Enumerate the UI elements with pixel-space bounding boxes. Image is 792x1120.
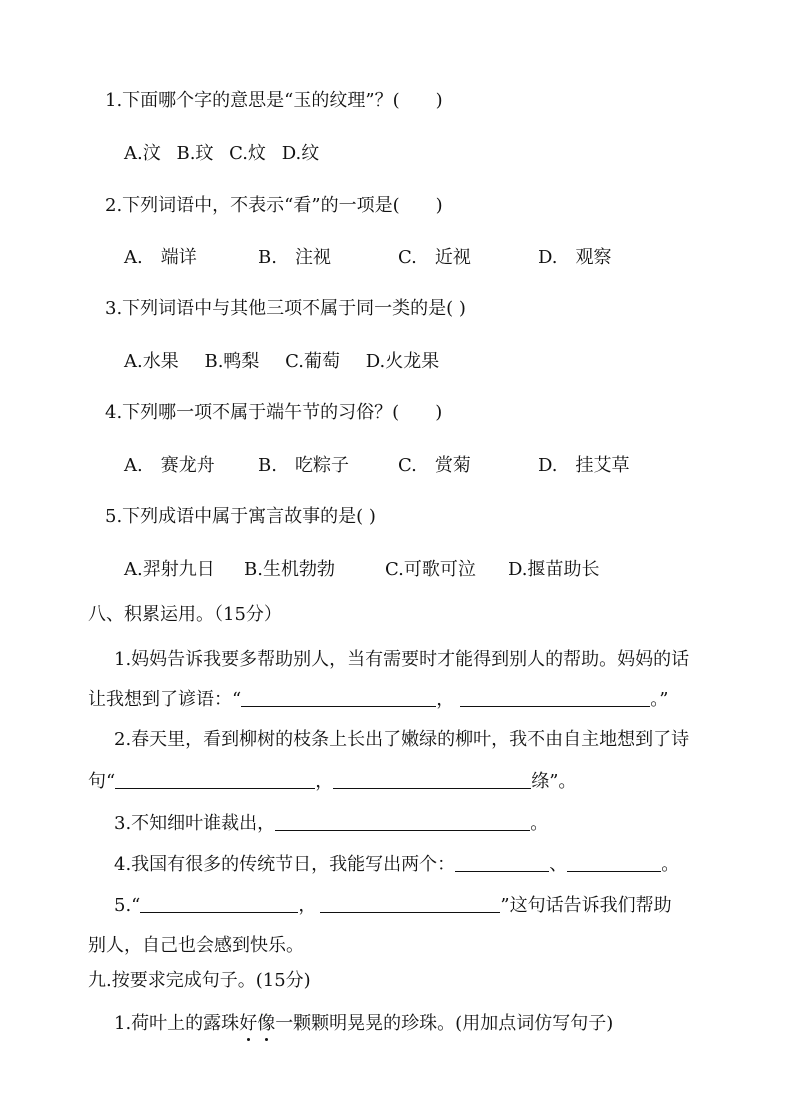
option-c: C.可歌可泣 xyxy=(385,559,476,580)
option-d: D. 挂艾草 xyxy=(538,455,630,476)
s8-q4-end: 。 xyxy=(661,854,680,875)
option-a: A.汶 xyxy=(124,143,161,164)
s9-q1-post: 一颗颗明晃晃的珍珠。(用加点词仿写句子) xyxy=(275,1013,614,1034)
question-5-options xyxy=(124,558,600,582)
question-2-options xyxy=(124,246,612,270)
option-b: B.生机勃勃 xyxy=(244,559,335,580)
festival-blank-2[interactable] xyxy=(567,853,661,872)
s8-q5-prefix: 5.“ xyxy=(114,895,141,916)
option-d: D.揠苗助长 xyxy=(508,559,600,580)
section-8-heading: 八、积累运用。（15分） xyxy=(88,604,282,625)
saying-blank-2[interactable] xyxy=(320,894,500,913)
s8-q2-line2 xyxy=(88,770,576,794)
s8-q2-end: 绦”。 xyxy=(531,771,577,792)
s8-q2-line1: 2.春天里，看到柳树的枝条上长出了嫩绿的柳叶，我不由自主地想到了诗 xyxy=(114,729,690,750)
section-9-heading: 九.按要求完成句子。(15分) xyxy=(88,970,311,991)
poem-blank-1[interactable] xyxy=(115,770,315,789)
question-4-options xyxy=(124,454,630,478)
s8-q1-comma: ， xyxy=(436,689,455,710)
s8-q1-prefix: 让我想到了谚语：“ xyxy=(88,689,242,710)
question-2-stem: 2.下列词语中，不表示“看”的一项是( ) xyxy=(105,195,443,216)
option-b: B. 注视 xyxy=(258,247,331,268)
question-3-stem: 3.下列词语中与其他三项不属于同一类的是( ) xyxy=(105,298,466,319)
festival-blank-1[interactable] xyxy=(455,853,549,872)
option-c: C. 近视 xyxy=(398,247,471,268)
s9-q1-pre: 1.荷叶上的露珠 xyxy=(114,1013,240,1034)
s8-q4 xyxy=(114,853,679,877)
option-c: C. 赏菊 xyxy=(398,455,471,476)
s8-q5-line2: 别人，自己也会感到快乐。 xyxy=(88,935,304,956)
s8-q1-line2 xyxy=(88,688,668,712)
s9-q1 xyxy=(114,1012,613,1036)
s8-q3-end: 。 xyxy=(530,813,549,834)
dotted-word-char-1: 好 xyxy=(239,1013,258,1034)
saying-blank-1[interactable] xyxy=(140,894,298,913)
s8-q4-prefix: 4.我国有很多的传统节日，我能写出两个： xyxy=(114,854,456,875)
option-c: C.炆 xyxy=(229,143,267,164)
question-1-options xyxy=(124,142,319,166)
s8-q5-comma: ， xyxy=(298,895,317,916)
poem-line-blank[interactable] xyxy=(275,812,530,831)
s8-q5-end: ”这句话告诉我们帮助 xyxy=(500,895,672,916)
s8-q1-line1: 1.妈妈告诉我要多帮助别人，当有需要时才能得到别人的帮助。妈妈的话 xyxy=(114,649,690,670)
option-d: D.火龙果 xyxy=(365,351,440,372)
question-3-options xyxy=(124,350,439,374)
proverb-blank-2[interactable] xyxy=(460,688,650,707)
s8-q1-end: 。” xyxy=(650,689,669,710)
s8-q4-sep: 、 xyxy=(549,854,568,875)
s8-q3 xyxy=(114,812,548,836)
option-a: A.羿射九日 xyxy=(124,559,215,580)
s8-q3-prefix: 3.不知细叶谁裁出， xyxy=(114,813,276,834)
poem-blank-2[interactable] xyxy=(333,770,531,789)
proverb-blank-1[interactable] xyxy=(241,688,436,707)
s8-q2-comma: ， xyxy=(315,771,334,792)
option-a: A.水果 xyxy=(124,351,179,372)
dotted-word-char-2: 像 xyxy=(257,1013,276,1034)
option-b: B.玟 xyxy=(176,143,214,164)
option-d: D.纹 xyxy=(281,143,320,164)
s8-q2-prefix: 句“ xyxy=(88,771,116,792)
option-d: D. 观察 xyxy=(538,247,612,268)
question-1-stem: 1.下面哪个字的意思是“玉的纹理”？( ) xyxy=(105,90,443,111)
option-a: A. 端详 xyxy=(124,247,197,268)
s8-q5-line1 xyxy=(114,894,672,918)
option-b: B.鸭梨 xyxy=(204,351,260,372)
question-4-stem: 4.下列哪一项不属于端午节的习俗？( ) xyxy=(105,402,443,423)
option-b: B. 吃粽子 xyxy=(258,455,349,476)
option-a: A. 赛龙舟 xyxy=(124,455,215,476)
option-c: C.葡萄 xyxy=(285,351,341,372)
question-5-stem: 5.下列成语中属于寓言故事的是( ) xyxy=(105,506,376,527)
